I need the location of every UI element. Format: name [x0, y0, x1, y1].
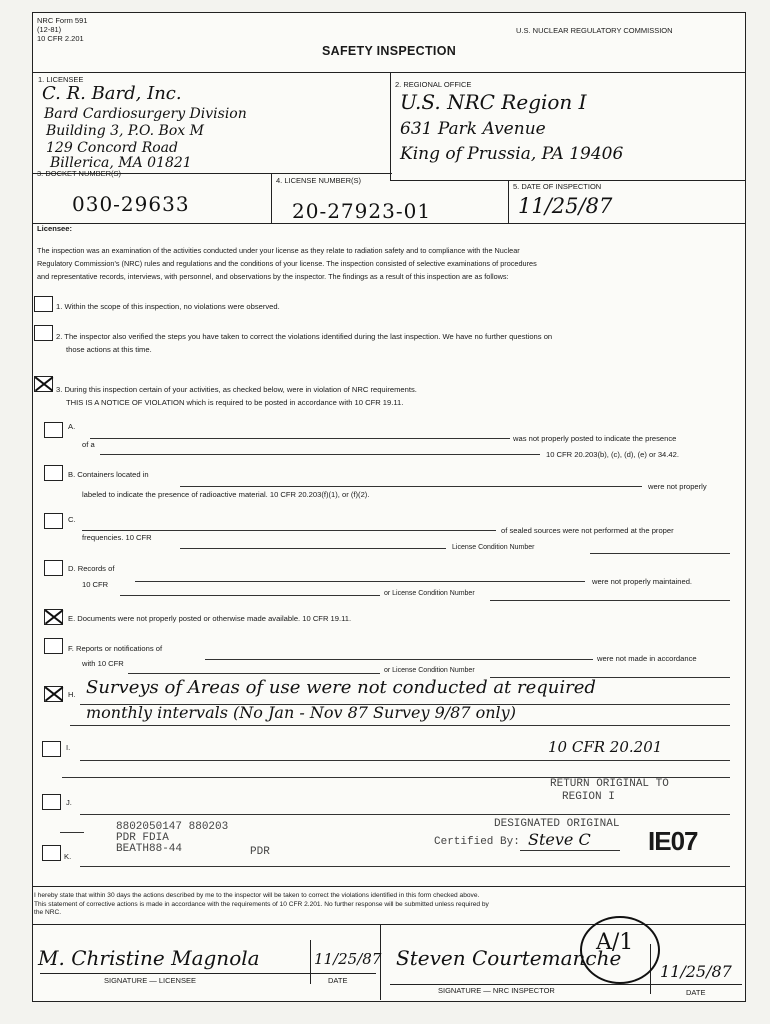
- item2-line-2: those actions at this time.: [66, 345, 152, 354]
- violation-i-letter: I.: [66, 743, 71, 752]
- return-stamp: [550, 778, 669, 804]
- violation-k-checkbox[interactable]: [42, 845, 61, 861]
- notice-of-violation: THIS IS A NOTICE OF VIOLATION which is required to be posted in accordance with 10 CFR 19.11.: [66, 398, 404, 407]
- violation-j-letter: J.: [66, 798, 72, 807]
- violation-d-checkbox[interactable]: [44, 560, 63, 576]
- violation-f-text1: F. Reports or notifications of: [68, 644, 163, 653]
- form-id: [37, 16, 87, 43]
- licensee-date-label: DATE: [328, 976, 348, 985]
- regional-office-line3: King of Prussia, PA 19406: [400, 144, 624, 164]
- statement-line-3: the NRC.: [34, 909, 62, 916]
- violation-c-checkbox[interactable]: [44, 513, 63, 529]
- intro-line-2: Regulatory Commission's (NRC) rules and regulations and the conditions of your license. The inspection consisted of selective examinations of procedures: [37, 259, 537, 268]
- license-value: 20-27923-01: [292, 199, 432, 223]
- return-stamp-line1: RETURN ORIGINAL TO: [550, 778, 669, 790]
- item2-text: [56, 330, 736, 356]
- violation-a-text1: was not properly posted to indicate the presence: [513, 434, 677, 443]
- violation-a-of: of a: [82, 440, 95, 449]
- violation-c-text3: License Condition Number: [452, 544, 535, 551]
- violation-h-letter: H.: [68, 690, 76, 699]
- violation-h-handwriting-line2: monthly intervals (No Jan - Nov 87 Survey 9/87 only): [86, 703, 516, 722]
- regional-office-line2: 631 Park Avenue: [400, 119, 546, 139]
- violation-h-handwriting-line1: Surveys of Areas of use were not conducted at required: [86, 677, 596, 698]
- statement-line-2: This statement of corrective actions is made in accordance with the requirements of 10 CFR 2.201. No further response will be submitted unless required by: [34, 900, 489, 908]
- violation-b-text3: labeled to indicate the presence of radioactive material. 10 CFR 20.203(f)(1), or (f)(2).: [82, 490, 370, 499]
- licensee-name: C. R. Bard, Inc.: [42, 83, 182, 104]
- inspector-signature: Steven Courtemanche: [396, 946, 622, 970]
- inspector-signature-label: SIGNATURE — NRC INSPECTOR: [438, 986, 555, 995]
- violation-j-checkbox[interactable]: [42, 794, 61, 810]
- violation-a-letter: A.: [68, 422, 76, 431]
- violation-c-text2: frequencies. 10 CFR: [82, 533, 152, 542]
- violation-f-text3: with 10 CFR: [82, 659, 124, 668]
- violation-e-checkbox[interactable]: [44, 609, 63, 625]
- violation-a-text2: 10 CFR 20.203(b), (c), (d), (e) or 34.42.: [546, 450, 679, 459]
- item1-text: 1. Within the scope of this inspection, no violations were observed.: [56, 302, 280, 311]
- intro-paragraph: [37, 244, 737, 283]
- docket-value: 030-29633: [72, 192, 190, 216]
- circled-mark-text: A/1: [596, 930, 634, 955]
- return-stamp-line2: REGION I: [562, 791, 615, 803]
- violation-k-letter: K.: [64, 852, 72, 861]
- violation-c-letter: C.: [68, 515, 76, 524]
- violation-h-cfr: 10 CFR 20.201: [548, 738, 663, 756]
- violation-a-checkbox[interactable]: [44, 422, 63, 438]
- violation-c-text1: of sealed sources were not performed at the proper: [501, 526, 674, 535]
- violation-f-text4: or License Condition Number: [384, 667, 475, 674]
- inspector-signature-date: 11/25/87: [660, 962, 732, 981]
- certified-by-signature: Steve C: [528, 830, 591, 849]
- violation-d-text3: 10 CFR: [82, 580, 109, 589]
- violation-f-text2: were not made in accordance: [597, 654, 697, 663]
- pdr-fdia: PDR FDIA: [116, 832, 169, 844]
- form-revision: (12-81): [37, 25, 62, 34]
- form-number: NRC Form 591: [37, 16, 88, 25]
- licensee-building: Building 3, P.O. Box M: [46, 123, 204, 139]
- date-of-inspection-label: 5. DATE OF INSPECTION: [513, 182, 602, 191]
- designated-original-stamp: DESIGNATED ORIGINAL: [494, 818, 620, 830]
- intro-line-3: and representative records, interviews, with personnel, and observations by the inspector. The findings as a result of this inspection are as follows:: [37, 272, 509, 281]
- accession-stamp: [116, 822, 228, 855]
- date-of-inspection-value: 11/25/87: [518, 194, 613, 218]
- item2-checkbox[interactable]: [34, 325, 53, 341]
- docket-label: 3. DOCKET NUMBER(S): [37, 169, 122, 178]
- agency-name: U.S. NUCLEAR REGULATORY COMMISSION: [516, 26, 673, 35]
- item3-line-1: 3. During this inspection certain of your activities, as checked below, were in violation of NRC requirements.: [56, 385, 417, 394]
- item1-checkbox[interactable]: [34, 296, 53, 312]
- page-title: SAFETY INSPECTION: [322, 44, 457, 58]
- violation-f-checkbox[interactable]: [44, 638, 63, 654]
- violation-b-checkbox[interactable]: [44, 465, 63, 481]
- violation-b-text2: were not properly: [648, 482, 707, 491]
- item3-checkbox[interactable]: [34, 376, 53, 392]
- regional-office-label: 2. REGIONAL OFFICE: [395, 80, 472, 89]
- item2-line-1: 2. The inspector also verified the steps you have taken to correct the violations identified during the last inspection. We have no further questions on: [56, 332, 553, 341]
- licensee-signature: M. Christine Magnola: [38, 946, 260, 970]
- beath-number: BEATH88-44: [116, 843, 183, 855]
- licensee-label: 1. LICENSEE: [38, 75, 84, 84]
- violation-e-text: E. Documents were not properly posted or otherwise made available. 10 CFR 19.11.: [68, 614, 352, 623]
- item3-text: [56, 383, 417, 409]
- violation-h-checkbox[interactable]: [44, 686, 63, 702]
- violation-i-checkbox[interactable]: [42, 741, 61, 757]
- licensee-street: 129 Concord Road: [46, 140, 178, 156]
- licensee-signature-label: SIGNATURE — LICENSEE: [104, 976, 196, 985]
- licensee-heading: Licensee:: [37, 224, 73, 233]
- intro-line-1: The inspection was an examination of the activities conducted under your license as they relate to radiation safety and to compliance with the Nuclear: [37, 246, 520, 255]
- violation-d-text1: D. Records of: [68, 564, 115, 573]
- licensee-signature-date: 11/25/87: [314, 950, 382, 968]
- code-stamp: IE07: [648, 826, 698, 856]
- license-label: 4. LICENSE NUMBER(S): [276, 176, 362, 185]
- violation-d-text2: were not properly maintained.: [592, 577, 693, 586]
- pdr-stamp: PDR: [250, 846, 270, 858]
- inspector-date-label: DATE: [686, 988, 706, 997]
- violation-d-text4: or License Condition Number: [384, 590, 475, 597]
- licensee-division: Bard Cardiosurgery Division: [44, 106, 247, 122]
- licensee-city: Billerica, MA 01821: [50, 155, 192, 171]
- certified-by-label: Certified By:: [434, 836, 520, 848]
- regional-office-line1: U.S. NRC Region I: [400, 90, 587, 114]
- corrective-action-statement: [34, 892, 740, 918]
- violation-b-text1: B. Containers located in: [68, 470, 149, 479]
- accession-number: 8802050147 880203: [116, 821, 229, 833]
- form-cfr: 10 CFR 2.201: [37, 34, 84, 43]
- statement-line-1: I hereby state that within 30 days the actions described by me to the inspector will be taken to correct the violations identified in this form checked above.: [34, 892, 480, 899]
